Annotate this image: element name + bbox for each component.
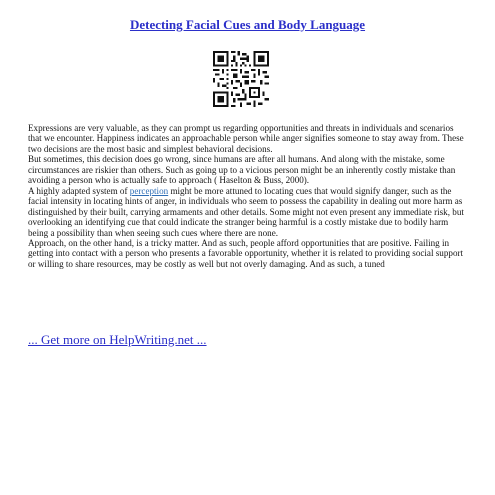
document-title-link[interactable]: Detecting Facial Cues and Body Language <box>129 17 366 32</box>
paragraph-2: But sometimes, this decision does go wrong, since humans are after all humans. And along with the mistake, some circumstances are riskier than others. Such as going up to a vicious person might be an inherently costly mistake than avoiding a person who is actually safe to approach ( Haselton & Buss, 2000). <box>28 154 456 186</box>
get-more-link[interactable]: ... Get more on HelpWriting.net ... <box>28 332 207 347</box>
perception-link[interactable]: perception <box>129 185 169 196</box>
paragraph-3 <box>28 186 468 238</box>
paragraph-4: Approach, on the other hand, is a tricky matter. And as such, people afford opportunities that are positive. Failing in getting into contact with a person who presents a favorable opportunity, whether it is related to providing social support or willing to share resources, may be costly as well but not overly damaging. And as such, a tuned <box>28 237 464 269</box>
paragraph-1: Expressions are very valuable, as they can prompt us regarding opportunities and threats in individuals and scenarios that we encounter. Happiness indicates an approachable person while anger signifies someone to stay away from. These two decisions are the most basic and simplest behavioral decisions. <box>28 123 464 154</box>
paragraph-3-text-end: might be more attuned to locating cues that would signify danger, such as the facial intensity in locating hints of anger, in individuals who seem to possess the capability in dealing out more harm as distinguished by their built, carrying armaments and other details. Some might not even present any immediate risk, but overlooking an identifying cue that could indicate the stranger being harmful is a costly mistake due to bodily harm being a possibility than when seeing such cues where there are none. <box>28 185 464 238</box>
paragraph-3-text-start: A highly adapted system of <box>28 185 130 196</box>
qr-code-icon <box>213 51 269 107</box>
document-body <box>28 123 468 269</box>
